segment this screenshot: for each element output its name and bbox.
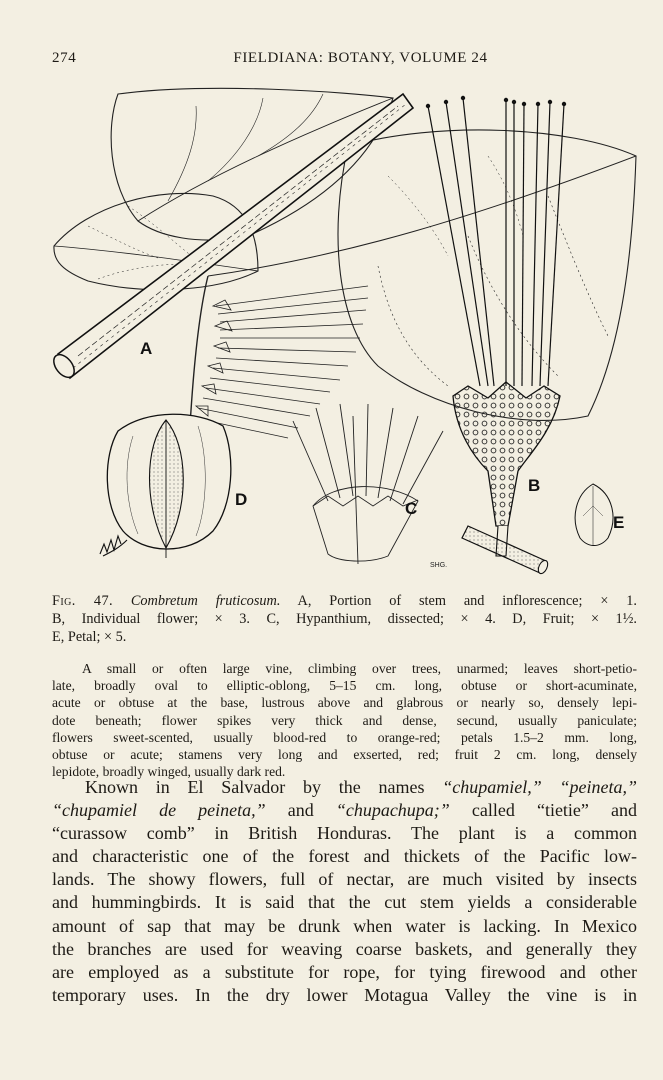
illustration-svg — [48, 86, 640, 578]
body-line-2 — [52, 799, 637, 822]
hypanthium-c — [293, 404, 443, 564]
label-e: E — [613, 513, 625, 532]
petal-e — [575, 484, 613, 546]
description-line: dote beneath; flower spikes very thick and dense, secund, usually paniculate; — [52, 712, 637, 728]
caption-line-1-text: A, Portion of stem and inflorescence; × 1. — [297, 593, 637, 609]
description-line: flowers sweet-scented, usually blood-red to orange-red; petals 1.5–2 mm. long, — [52, 729, 637, 745]
signature-mark — [100, 536, 127, 556]
body-line-2-and: and — [265, 800, 336, 821]
figure-caption — [52, 592, 637, 646]
journal-title: FIELDIANA: BOTANY, VOLUME 24 — [233, 50, 488, 66]
caption-line-3: E, Petal; × 5. — [52, 629, 127, 645]
body-line: and characteristic one of the forest and thickets of the Pacific low- — [52, 846, 637, 867]
label-a: A — [140, 339, 153, 358]
label-c: C — [405, 499, 418, 518]
body-line: temporary uses. In the dry lower Motagua Valley the vine is in — [52, 984, 637, 1005]
description-line: obtuse or acute; stamens very long and exserted, red; fruit 2 cm. long, densely — [52, 747, 637, 763]
body-line-1-text: Known in El Salvador by the names — [85, 777, 443, 797]
species-name: Combretum fruticosum. — [130, 593, 281, 609]
species-description — [52, 660, 637, 780]
body-line: are employed as a substitute for rope, for tying firewood and other — [52, 961, 637, 982]
running-head — [52, 50, 611, 72]
artist-initials: SHG. — [430, 562, 448, 569]
flower-b — [426, 96, 566, 575]
common-names-2: “chupamiel de peineta,” — [52, 800, 266, 821]
caption-line-1 — [52, 592, 637, 610]
common-names-1: “chupamiel,” “peineta,” — [442, 777, 637, 797]
body-line: amount of sap that may be drunk when water is lacking. In Mexico — [52, 915, 637, 936]
description-line: A small or often large vine, climbing over trees, unarmed; leaves short-petio- — [82, 661, 637, 676]
body-line: the branches are used for weaving coarse baskets, and generally they — [52, 938, 637, 959]
description-line: late, broadly oval to elliptic-oblong, 5–15 cm. long, obtuse or short-acuminate, — [52, 678, 637, 694]
description-line: lepidote, broadly winged, usually dark red. — [52, 764, 286, 780]
fruit-d — [107, 414, 231, 558]
caption-line-2: B, Individual flower; × 3. C, Hypanthium, dissected; × 4. D, Fruit; × 1½. — [52, 611, 637, 627]
body-paragraph — [52, 776, 637, 1007]
botanical-illustration — [48, 86, 640, 578]
common-names-3: “chupachupa;” — [335, 800, 450, 821]
leaf-right — [208, 130, 636, 420]
body-line: “curassow comb” in British Honduras. The plant is a common — [52, 823, 637, 844]
label-b: B — [528, 476, 541, 495]
page-number: 274 — [52, 50, 77, 66]
figure-number: Fig. 47. — [52, 593, 113, 609]
body-line-1 — [52, 776, 637, 799]
body-line: lands. The showy flowers, full of nectar, are much visited by insects — [52, 869, 637, 890]
body-line-2-text: called “tietie” and — [449, 800, 637, 821]
description-line: acute or obtuse at the base, lustrous above and glabrous or nearly so, densely lepi- — [52, 695, 637, 711]
body-line: and hummingbirds. It is said that the cut stem yields a considerable — [52, 892, 637, 913]
label-d: D — [235, 490, 248, 509]
